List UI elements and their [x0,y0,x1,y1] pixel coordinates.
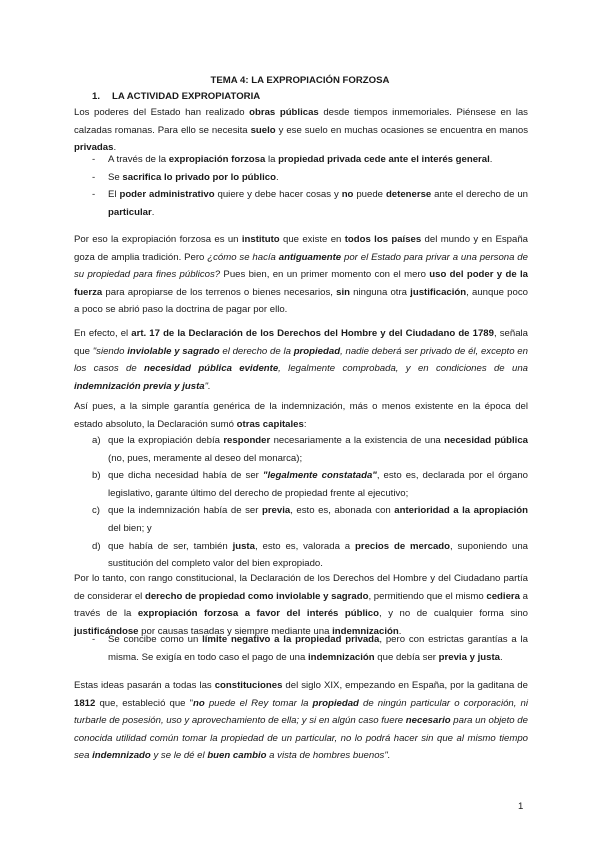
list-item: a) que la expropiación debía responder necesariamente a la existencia de una necesidad pública (no, pues, meramente al deseo del monarca); [92,435,529,464]
paragraph-institution: Por eso la expropiación forzosa es un instituto que existe en todos los países del mundo y en España goza de amplia tradición. Pero ¿cómo se hacía antiguamente por el Estado para privar a una persona de su propiedad para fines públicos? Pues bien, en un primer momento con el mero uso del poder y de la fuerza para apropiarse de los terrenos o bienes necesarios, sin ninguna otra justificación, aunque poco a poco se abrió paso la doctrina de pagar por ello. [74,234,529,316]
list-item: d) que había de ser, también justa, esto es, valorada a precios de mercado, suponiendo una sustitución del completo valor del bien expropiado. [92,540,529,570]
bullet-list-1 [92,151,528,221]
page-number: 1 [518,801,524,812]
paragraph-constitutions: Estas ideas pasarán a todas las constituciones del siglo XIX, empezando en España, por la gaditana de 1812 que, estableció que "no puede el Rey tomar la propiedad de ningún particular o corporación, ni turbarle de posesión, uso y aprovechamiento de ella; y si en algún caso fuere necesario para un objeto de conocida utilidad común tomar la propiedad de un particular, no lo podrá hacer sin que al mismo tiempo sea indemnizado y se le dé el buen cambio a vista de hombres buenos". [74,680,528,762]
list-item: b) que dicha necesidad había de ser "legalmente constatada", esto es, declarada por el órgano legislativo, garante último del derecho de propiedad frente al ejecutivo; [92,470,528,499]
section-title: LA ACTIVIDAD EXPROPIATORIA [112,91,261,102]
page-title: TEMA 4: LA EXPROPIACIÓN FORZOSA [210,75,390,86]
lettered-list [92,432,528,573]
list-item: - Se sacrifica lo privado por lo público. [92,169,528,187]
list-item: - A través de la expropiación forzosa la propiedad privada cede ante el interés general. [92,151,528,169]
paragraph-intro: Los poderes del Estado han realizado obras públicas desde tiempos inmemoriales. Piénsese en las calzadas romanas. Para ello se necesita suelo y ese suelo en muchas ocasiones se encuentra en manos privadas. [74,107,528,154]
paragraph-guarantees: Así pues, a la simple garantía genérica de la indemnización, más o menos existente en la época del estado absoluto, la Declaración sumó otras capitales: [74,401,528,430]
paragraph-declaration: En efecto, el art. 17 de la Declaración de los Derechos del Hombre y del Ciudadano de 1789, señala que "siendo inviolable y sagrado el derecho de la propiedad, nadie deberá ser privado de él, excepto en los casos de necesidad pública evidente, legalmente comprobada, y en condiciones de una indemnización previa y justa". [74,328,528,392]
paragraph-constitutional: Por lo tanto, con rango constitucional, la Declaración de los Derechos del Hombre y del Ciudadano partía de considerar el derecho de propiedad como inviolable y sagrado, permitiendo que el mismo cediera a través de la expropiación forzosa a favor del interés público, y no de cualquier forma sino justificándose por causas tasadas y siempre mediante una indemnización. [74,573,529,637]
section-heading [92,88,260,106]
list-item: c) que la indemnización había de ser previa, esto es, abonada con anterioridad a la apropiación del bien; y [92,505,528,534]
bullet-list-2 [92,631,528,666]
list-item: - Se concibe como un límite negativo a la propiedad privada, pero con estrictas garantías a la misma. Se exigía en todo caso el pago de una indemnización que debía ser previa y justa. [92,631,528,666]
list-item: - El poder administrativo quiere y debe hacer cosas y no puede detenerse ante el derecho de un particular. [92,186,528,221]
section-number: 1. [92,91,101,102]
